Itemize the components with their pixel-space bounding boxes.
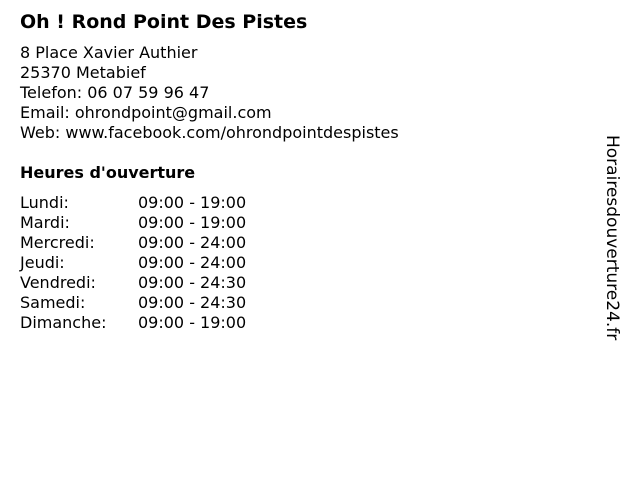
business-name: Oh ! Rond Point Des Pistes [20,11,308,33]
street-address: 8 Place Xavier Authier [20,43,198,62]
day-label: Jeudi: [20,253,65,272]
time-range: 09:00 - 24:00 [138,253,247,272]
day-label: Dimanche: [20,313,107,332]
phone-line: Telefon: 06 07 59 96 47 [20,83,210,102]
site-watermark: Horairesdouverture24.fr [602,135,622,341]
hours-row-saturday [20,293,246,313]
time-range: 09:00 - 19:00 [138,193,247,212]
hours-row-tuesday [20,213,246,233]
hours-heading: Heures d'ouverture [20,163,196,182]
day-label: Mercredi: [20,233,95,252]
time-range: 09:00 - 19:00 [138,213,247,232]
day-label: Samedi: [20,293,86,312]
time-range: 09:00 - 19:00 [138,313,247,332]
time-range: 09:00 - 24:00 [138,233,247,252]
day-label: Lundi: [20,193,69,212]
time-range: 09:00 - 24:30 [138,293,247,312]
web-line: Web: www.facebook.com/ohrondpointdespistes [20,123,399,142]
contact-block [20,43,600,143]
hours-row-monday [20,193,246,213]
email-line: Email: ohrondpoint@gmail.com [20,103,272,122]
hours-row-wednesday [20,233,246,253]
business-card [20,10,600,333]
hours-row-sunday [20,313,246,333]
day-label: Mardi: [20,213,70,232]
hours-row-thursday [20,253,246,273]
opening-hours-table [20,193,246,333]
day-label: Vendredi: [20,273,96,292]
hours-row-friday [20,273,246,293]
city-line: 25370 Metabief [20,63,146,82]
time-range: 09:00 - 24:30 [138,273,247,292]
